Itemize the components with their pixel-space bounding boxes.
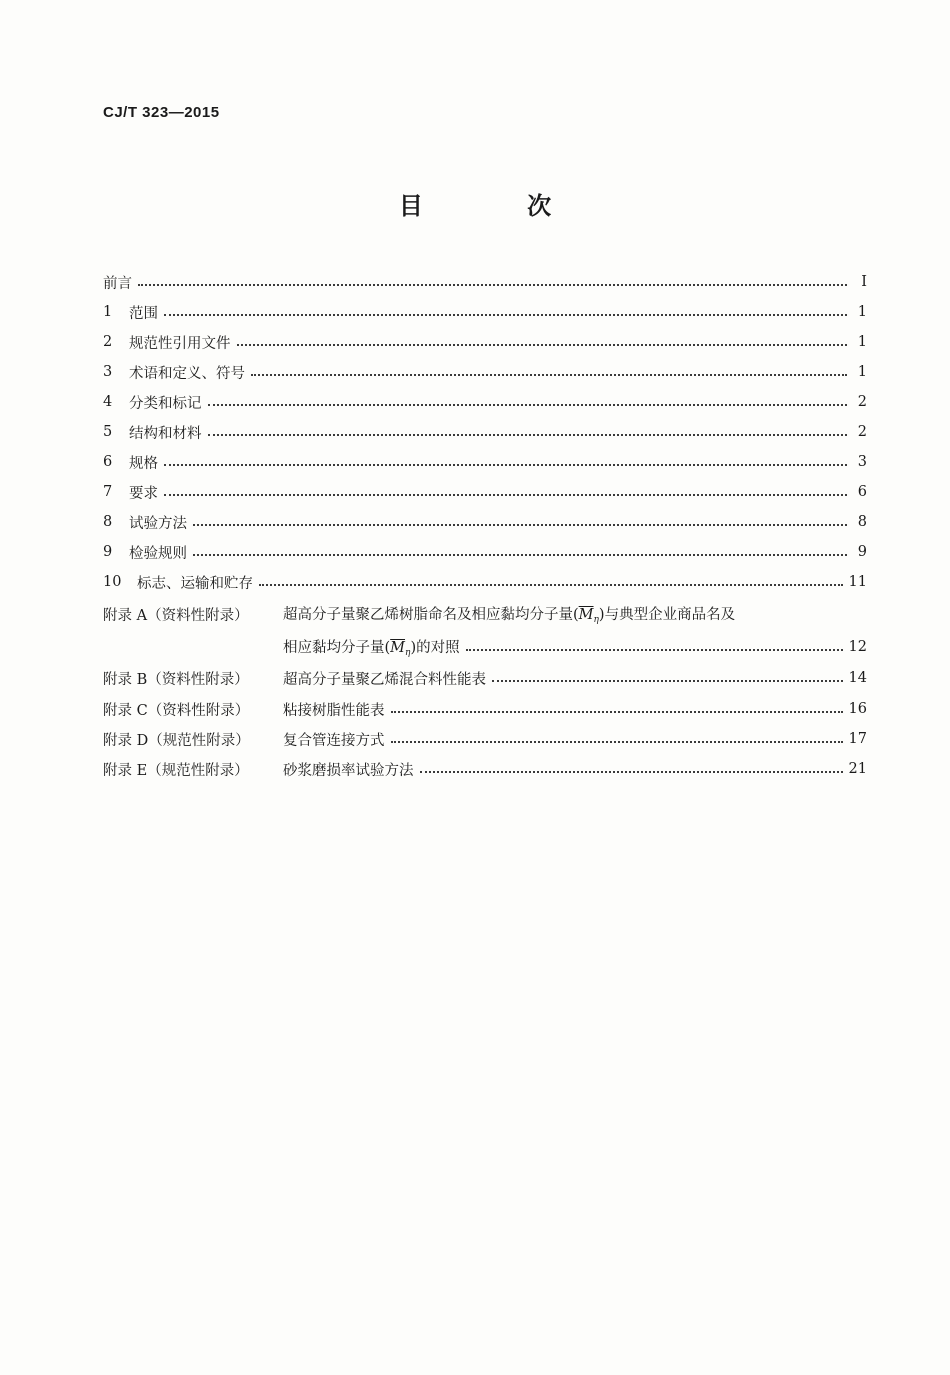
dot-leader — [193, 554, 847, 556]
toc-entry-label: 前言 — [103, 275, 132, 292]
toc-entry-label: 试验方法 — [129, 515, 187, 532]
toc-entry-7[interactable] — [103, 479, 867, 505]
toc-entry-10[interactable] — [103, 569, 867, 595]
toc-entry-label: 规范性引用文件 — [129, 335, 231, 352]
toc-entry-number: 9 — [103, 544, 113, 560]
toc-entry-page: 11 — [848, 574, 867, 590]
toc-entry-page: 3 — [857, 454, 867, 470]
dot-leader — [138, 284, 847, 286]
toc-entry-number: 5 — [103, 424, 113, 440]
annex-title-line2 — [283, 636, 460, 658]
toc-entry-page: 8 — [857, 514, 867, 530]
toc-entry-label: 超高分子量聚乙烯混合料性能表 — [283, 671, 486, 688]
toc-entry-8[interactable] — [103, 509, 867, 535]
toc-entry-page: 1 — [857, 364, 867, 380]
toc-entry-page: 2 — [857, 394, 867, 410]
toc-entry-page: 17 — [848, 731, 867, 747]
dot-leader — [208, 434, 848, 436]
toc-entry-page: 1 — [857, 304, 867, 320]
dot-leader — [164, 494, 847, 496]
mean-symbol-subscript: η — [593, 615, 599, 625]
mean-symbol: $\overline{M}$ — [578, 607, 594, 623]
toc-entry-6[interactable] — [103, 449, 867, 475]
toc-entry-page: 1 — [857, 334, 867, 350]
annex-title-part: 相应黏均分子量( — [283, 640, 391, 656]
standard-code: CJ/T 323—2015 — [103, 104, 220, 121]
toc-entry-page: 2 — [857, 424, 867, 440]
toc-entry-9[interactable] — [103, 539, 867, 565]
toc-annex-c[interactable] — [103, 696, 867, 722]
dot-leader — [164, 464, 847, 466]
toc-entry-label: 标志、运输和贮存 — [137, 575, 253, 592]
toc-entry-label: 规格 — [129, 455, 158, 472]
toc-entry-5[interactable] — [103, 419, 867, 445]
toc-entry-label: 粘接树脂性能表 — [283, 702, 385, 719]
toc-entry-label: 结构和材料 — [129, 425, 202, 442]
dot-leader — [208, 404, 848, 406]
toc-entry-number: 10 — [103, 574, 122, 590]
toc-entry-number: 2 — [103, 334, 113, 350]
toc-entry-1[interactable] — [103, 299, 867, 325]
toc-entry-page: 14 — [848, 670, 867, 686]
toc-annex-b[interactable] — [103, 665, 867, 691]
dot-leader — [420, 771, 843, 773]
toc-entry-label: 术语和定义、符号 — [129, 365, 245, 382]
mean-symbol-subscript: η — [405, 648, 411, 658]
dot-leader — [391, 741, 843, 743]
annex-tag: 附录 C（资料性附录） — [103, 702, 250, 719]
toc-entry-page: I — [861, 274, 867, 290]
dot-leader — [164, 314, 847, 316]
toc-entry-label: 砂浆磨损率试验方法 — [283, 762, 414, 779]
toc-entry-3[interactable] — [103, 359, 867, 385]
annex-title-part: )的对照 — [410, 640, 460, 656]
toc-entry-label: 范围 — [129, 305, 158, 322]
toc-entry-number: 8 — [103, 514, 113, 530]
annex-title-line1 — [283, 603, 735, 625]
toc-annex-e[interactable] — [103, 756, 867, 782]
dot-leader — [193, 524, 847, 526]
toc-entry-number: 7 — [103, 484, 113, 500]
toc-annex-a-line1[interactable] — [103, 601, 867, 627]
annex-tag: 附录 D（规范性附录） — [103, 732, 250, 749]
dot-leader — [237, 344, 848, 346]
toc-entry-number: 3 — [103, 364, 113, 380]
annex-tag: 附录 E（规范性附录） — [103, 762, 249, 779]
dot-leader — [466, 649, 843, 651]
dot-leader — [492, 680, 843, 682]
toc-entry-page: 12 — [848, 639, 867, 655]
annex-title-part: 超高分子量聚乙烯树脂命名及相应黏均分子量( — [283, 607, 579, 623]
toc-entry-page: 16 — [848, 701, 867, 717]
toc-entry-label: 复合管连接方式 — [283, 732, 385, 749]
toc-entry-4[interactable] — [103, 389, 867, 415]
dot-leader — [391, 711, 843, 713]
toc-annex-d[interactable] — [103, 726, 867, 752]
dot-leader — [259, 584, 843, 586]
page-title: 目 次 — [398, 191, 600, 220]
toc-entry-2[interactable] — [103, 329, 867, 355]
toc-entry-foreword[interactable] — [103, 269, 867, 295]
dot-leader — [251, 374, 847, 376]
annex-title-part: )与典型企业商品名及 — [598, 607, 736, 623]
toc-entry-label: 检验规则 — [129, 545, 187, 562]
annex-tag: 附录 A（资料性附录） — [103, 607, 249, 624]
toc-entry-number: 6 — [103, 454, 113, 470]
toc-entry-label: 要求 — [129, 485, 158, 502]
toc-entry-page: 9 — [857, 544, 867, 560]
mean-symbol: $\overline{M}$ — [390, 640, 406, 656]
toc-entry-page: 21 — [848, 761, 867, 777]
toc-entry-label: 分类和标记 — [129, 395, 202, 412]
toc-entry-page: 6 — [857, 484, 867, 500]
annex-tag: 附录 B（资料性附录） — [103, 671, 249, 688]
toc-annex-a-line2[interactable] — [103, 634, 867, 660]
toc-entry-number: 4 — [103, 394, 113, 410]
toc-entry-number: 1 — [103, 304, 113, 320]
